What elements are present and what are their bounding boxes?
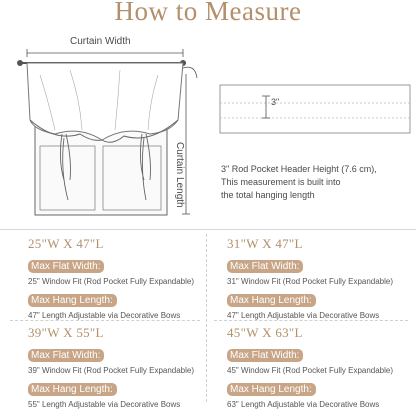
- size-card: [28, 236, 228, 320]
- hang-length-badge: Max Hang Length:: [28, 294, 117, 307]
- flat-width-text: 45" Window Fit (Rod Pocket Fully Expandable): [227, 366, 394, 375]
- section-divider: [0, 229, 416, 230]
- flat-width-badge: Max Flat Width:: [28, 349, 104, 362]
- flat-width-badge: Max Flat Width:: [227, 349, 303, 362]
- page-title: How to Measure: [114, 0, 302, 26]
- size-heading: 45"W X 63"L: [227, 325, 303, 340]
- curtain-length-label: Curtain Length: [174, 142, 185, 208]
- pocket-note: [221, 163, 411, 202]
- pocket-height-label: 3": [271, 97, 280, 107]
- size-card: [28, 325, 228, 409]
- row-divider-left: [10, 320, 200, 321]
- flat-width-text: 31" Window Fit (Rod Pocket Fully Expandable): [227, 277, 394, 286]
- hang-length-text: 47" Length Adjustable via Decorative Bows: [28, 311, 181, 320]
- size-heading: 39"W X 55"L: [28, 325, 104, 340]
- note-line: the total hanging length: [221, 190, 315, 200]
- size-heading: 25"W X 47"L: [28, 236, 104, 251]
- hang-length-text: 55" Length Adjustable via Decorative Bows: [28, 400, 181, 409]
- note-line: This measurement is built into: [221, 177, 341, 187]
- flat-width-text: 39" Window Fit (Rod Pocket Fully Expandable): [28, 366, 195, 375]
- hang-length-badge: Max Hang Length:: [227, 383, 316, 396]
- hang-length-badge: Max Hang Length:: [28, 383, 117, 396]
- hang-length-text: 63" Length Adjustable via Decorative Bows: [227, 400, 380, 409]
- flat-width-badge: Max Flat Width:: [28, 260, 104, 273]
- size-card: [227, 236, 416, 320]
- hang-length-badge: Max Hang Length:: [227, 294, 316, 307]
- size-heading: 31"W X 47"L: [227, 236, 303, 251]
- hang-length-text: 47" Length Adjustable via Decorative Bows: [227, 311, 380, 320]
- flat-width-text: 25" Window Fit (Rod Pocket Fully Expandable): [28, 277, 195, 286]
- curtain-width-label: Curtain Width: [70, 36, 131, 47]
- size-card: [227, 325, 416, 409]
- flat-width-badge: Max Flat Width:: [227, 260, 303, 273]
- row-divider-right: [214, 320, 408, 321]
- note-line: 3" Rod Pocket Header Height (7.6 cm),: [221, 164, 377, 174]
